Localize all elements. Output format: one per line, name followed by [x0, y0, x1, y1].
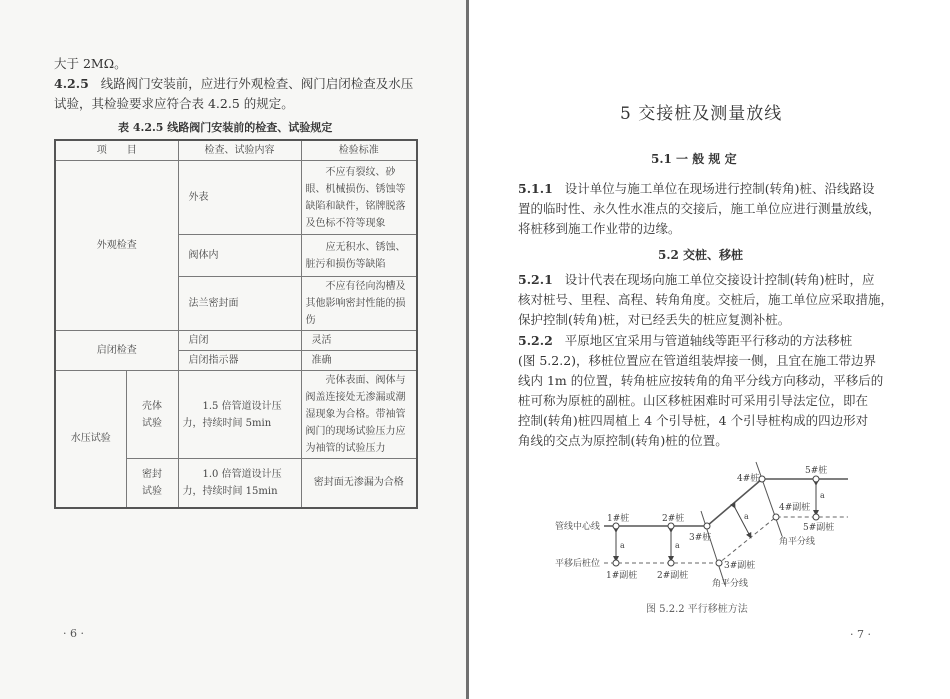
inspection-table: [54, 139, 418, 509]
label-offset-a3: a: [744, 512, 749, 521]
table-row: [55, 161, 417, 235]
label-pile-4: 4#桩: [737, 474, 760, 484]
header-item: 项 目: [55, 140, 178, 161]
row-content: 启闭指示器: [178, 351, 301, 371]
left-page: [0, 0, 466, 699]
label-bisector-4: 角平分线: [779, 537, 816, 547]
row-standard: 不应有径向沟槽及其他影响密封性能的损伤: [301, 277, 417, 331]
header-content: 检查、试验内容: [178, 140, 301, 161]
clause-4-2-5-line1: [54, 74, 413, 94]
sub-pile-2-marker: [668, 560, 674, 566]
clause-number: 5.2.2: [518, 333, 553, 348]
subgroup-seal-test: 密封 试验: [126, 459, 178, 508]
group-hydro: 水压试验: [55, 371, 126, 508]
continued-text: 大于 2MΩ。: [54, 56, 127, 71]
section-5-2-title: 5.2 交桩、移桩: [658, 248, 744, 262]
group-open-close: 启闭检查: [55, 331, 178, 371]
subgroup-shell-test: 壳体 试验: [126, 371, 178, 459]
row-content: 阀体内: [178, 235, 301, 277]
clause-5-2-1-line1: [518, 270, 874, 290]
label-sub-pile-5: 5#副桩: [803, 523, 835, 533]
clause-text: 设计代表在现场向施工单位交接设计控制(转角)桩时，应: [564, 272, 875, 287]
angle-bisector-4: [756, 462, 782, 536]
clause-5-2-2-line1: [518, 331, 852, 351]
clause-5-2-1-line2: 核对桩号、里程、高程、转角角度。交桩后，施工单位应采取措施，: [518, 292, 894, 307]
row-content: 1.5 倍管道设计压力，持续时间 5min: [178, 371, 301, 459]
angle-bisector-3: [701, 511, 725, 585]
pile-5-marker: [813, 476, 819, 482]
label-shifted: 平移后桩位: [555, 559, 601, 569]
clause-text: 平原地区宜采用与管道轴线等距平行移动的方法移桩: [564, 333, 853, 348]
header-standard: 检验标准: [301, 140, 417, 161]
clause-number: 5.2.1: [518, 272, 553, 287]
label-pile-1: 1#桩: [607, 514, 630, 524]
row-content: 1.0 倍管道设计压力，持续时间 15min: [178, 459, 301, 508]
clause-5-2-2-line6: 角线的交点为原控制(转角)桩的位置。: [518, 433, 728, 448]
clause-5-2-2-line2: (图 5.2.2)，移桩位置应在管道组装焊接一侧，且宜在施工带边界: [518, 353, 877, 368]
clause-5-2-2-line4: 桩可称为原桩的副桩。山区移桩困难时可采用引导法定位，即在: [518, 393, 869, 408]
chapter-title: 5 交接桩及测量放线: [620, 104, 783, 124]
row-standard: 灵活: [301, 331, 417, 351]
clause-5-1-1-line2: 置的临时性、永久性水准点的交接后，施工单位应进行测量放线，: [518, 201, 881, 216]
label-centerline: 管线中心线: [555, 522, 601, 532]
sub-pile-4-marker: [773, 514, 779, 520]
pile-3-marker: [704, 523, 710, 529]
table-header-row: [55, 140, 417, 161]
label-sub-pile-3: 3#副桩: [724, 561, 756, 571]
section-5-1-title: 5.1 一 般 规 定: [651, 152, 737, 166]
clause-5-2-2-line3: 线内 1m 的位置，转角桩应按转角的角平分线方向移动，平移后的: [518, 373, 884, 388]
row-standard: 应无积水、锈蚀、脏污和损伤等缺陷: [301, 235, 417, 277]
label-pile-3: 3#桩: [689, 533, 712, 543]
table-row: [55, 331, 417, 351]
clause-5-1-1-line1: [518, 179, 874, 199]
sub-pile-5-marker: [813, 514, 819, 520]
clause-number: 4.2.5: [54, 76, 89, 91]
page-number-right: · 7 ·: [850, 628, 871, 641]
figure-caption: 图 5.2.2 平行移桩方法: [646, 604, 748, 615]
page-number-left: · 6 ·: [63, 627, 84, 640]
figure-5-2-2-diagram: [520, 455, 860, 595]
row-content: 法兰密封面: [178, 277, 301, 331]
row-standard: 不应有裂纹、砂眼、机械损伤、锈蚀等缺陷和缺件，铭牌脱落及色标不符等现象: [301, 161, 417, 235]
label-sub-pile-1: 1#副桩: [606, 571, 638, 581]
pipeline-centerline: [604, 479, 848, 526]
clause-5-2-1-line3: 保护控制(转角)桩，对已经丢失的桩应复测补桩。: [518, 312, 791, 327]
label-offset-a5: a: [820, 491, 825, 500]
label-sub-pile-2: 2#副桩: [657, 571, 689, 581]
offset-arrow-diag: [734, 506, 750, 536]
row-content: 外表: [178, 161, 301, 235]
label-offset-a1: a: [620, 541, 625, 550]
row-standard: 准确: [301, 351, 417, 371]
label-pile-5: 5#桩: [805, 466, 828, 476]
sub-pile-3-marker: [716, 560, 722, 566]
row-standard: 密封面无渗漏为合格: [301, 459, 417, 508]
clause-number: 5.1.1: [518, 181, 553, 196]
table-row: [55, 371, 417, 459]
clause-4-2-5-line2: 试验，其检验要求应符合表 4.2.5 的规定。: [54, 96, 294, 111]
clause-text: 线路阀门安装前，应进行外观检查、阀门启闭检查及水压: [100, 76, 414, 91]
sub-pile-1-marker: [613, 560, 619, 566]
clause-text: 设计单位与施工单位在现场进行控制(转角)桩、沿线路设: [564, 181, 875, 196]
group-appearance: 外观检查: [55, 161, 178, 331]
row-content: 启闭: [178, 331, 301, 351]
row-standard: 壳体表面、阀体与阀盖连接处无渗漏或潮湿现象为合格。带袖管阀门的现场试验压力应为袖管的试验压力: [301, 371, 417, 459]
clause-5-1-1-line3: 将桩移到施工作业带的边缘。: [518, 221, 681, 236]
label-bisector-3: 角平分线: [712, 579, 749, 589]
table-caption: 表 4.2.5 线路阀门安装前的检查、试验规定: [118, 121, 333, 134]
pile-4-marker: [759, 476, 765, 482]
label-sub-pile-4: 4#副桩: [779, 503, 811, 513]
label-pile-2: 2#桩: [662, 514, 685, 524]
label-offset-a2: a: [675, 541, 680, 550]
clause-5-2-2-line5: 控制(转角)桩四周植上 4 个引导桩，4 个引导桩构成的四边形对: [518, 413, 869, 428]
